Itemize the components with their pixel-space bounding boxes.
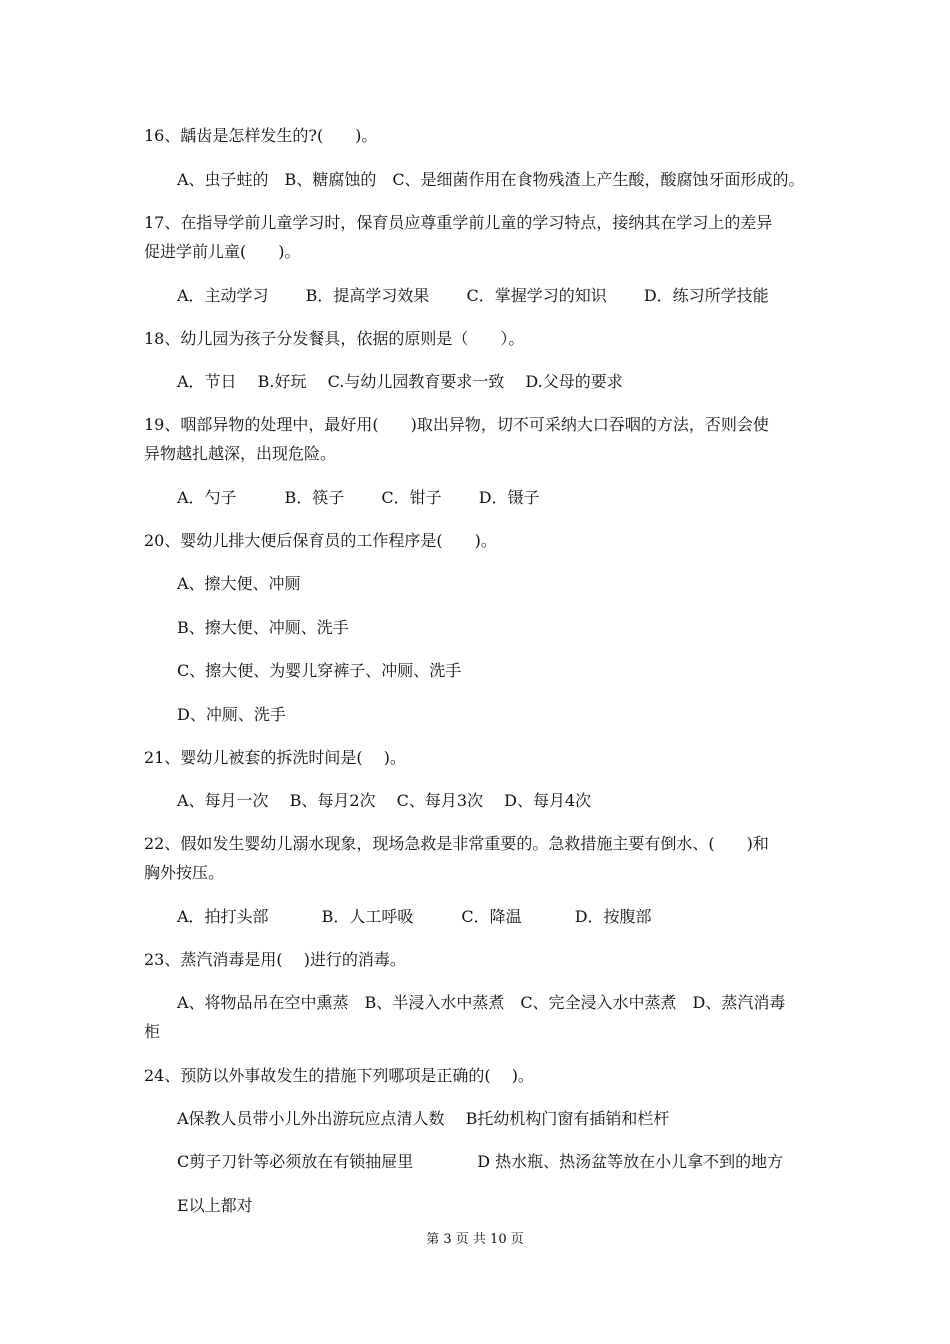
question-21-options: A、每月一次 B、每月2次 C、每月3次 D、每月4次 [177,791,592,810]
question-23-options: A、将物品吊在空中熏蒸 B、半浸入水中蒸煮 C、完全浸入水中蒸煮 D、蒸汽消毒 [177,993,786,1012]
question-17-stem-line-2: 促进学前儿童( )。 [144,242,301,261]
question-19-stem-line-2: 异物越扎越深，出现危险。 [144,444,337,463]
question-23-stem: 23、蒸汽消毒是用( )进行的消毒。 [144,950,406,969]
question-18-stem: 18、幼儿园为孩子分发餐具，依据的原则是（ ）。 [144,329,525,348]
question-22-options: A．拍打头部 B．人工呼吸 C．降温 D．按腹部 [177,907,652,926]
question-16-stem: 16、龋齿是怎样发生的?( )。 [144,126,378,145]
question-24-options-line-1: A保教人员带小儿外出游玩应点清人数 B托幼机构门窗有插销和栏杆 [177,1109,670,1128]
question-24-options-line-2: C剪子刀针等必须放在有锁抽屉里 D 热水瓶、热汤盆等放在小儿拿不到的地方 [177,1152,784,1171]
question-20-option-a: A、擦大便、冲厕 [177,574,301,593]
question-20-option-c: C、擦大便、为婴儿穿裤子、冲厕、洗手 [177,661,462,680]
question-22-stem-line-1: 22、假如发生婴幼儿溺水现象，现场急救是非常重要的。急救措施主要有倒水、( )和 [144,834,769,853]
question-16-options: A、虫子蛀的 B、糖腐蚀的 C、是细菌作用在食物残渣上产生酸，酸腐蚀牙面形成的。 [177,170,805,189]
question-17-stem-line-1: 17、在指导学前儿童学习时，保育员应尊重学前儿童的学习特点，接纳其在学习上的差异 [144,213,773,232]
question-20-option-d: D、冲厕、洗手 [177,705,286,724]
question-18-options: A．节日 B.好玩 C.与幼儿园教育要求一致 D.父母的要求 [177,372,623,391]
question-21-stem: 21、婴幼儿被套的拆洗时间是( )。 [144,748,406,767]
question-20-option-b: B、擦大便、冲厕、洗手 [177,618,349,637]
question-24-stem: 24、预防以外事故发生的措施下列哪项是正确的( )。 [144,1066,534,1085]
question-23-options-wrap: 柜 [144,1022,161,1041]
question-20-stem: 20、婴幼儿排大便后保育员的工作程序是( )。 [144,531,497,550]
question-19-stem-line-1: 19、咽部异物的处理中，最好用( )取出异物，切不可采纳大口吞咽的方法，否则会使 [144,415,769,434]
question-22-stem-line-2: 胸外按压。 [144,863,225,882]
question-24-options-line-3: E以上都对 [177,1196,253,1215]
question-19-options: A．勺子 B．筷子 C．钳子 D．镊子 [177,488,540,507]
question-17-options: A．主动学习 B．提高学习效果 C．掌握学习的知识 D．练习所学技能 [177,286,769,305]
page-footer: 第 3 页 共 10 页 [426,1232,524,1247]
